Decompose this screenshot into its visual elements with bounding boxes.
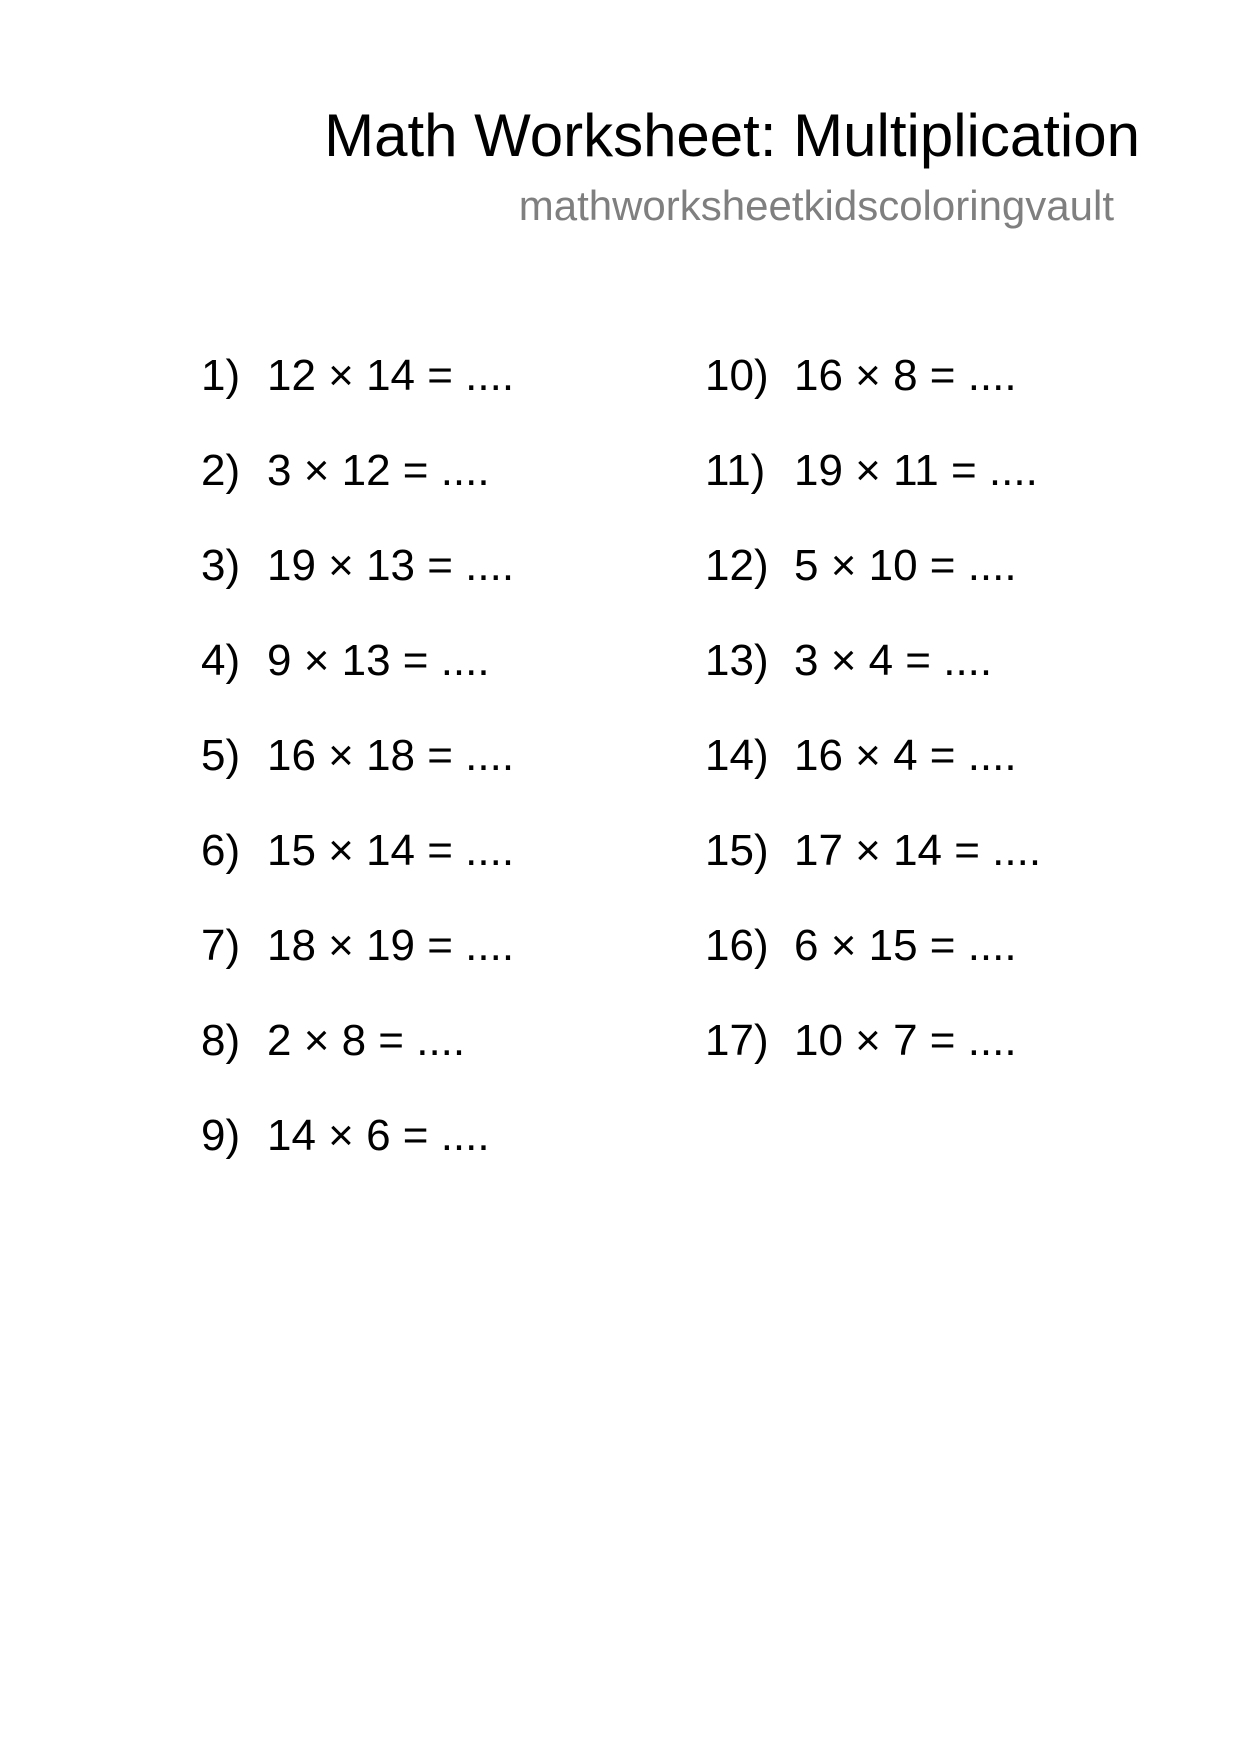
problem-expression: 9 × 13 = .... — [267, 636, 490, 685]
problem-number: 6) — [201, 826, 241, 875]
problem-12 — [705, 541, 1240, 636]
problem-5 — [201, 731, 741, 826]
problem-number: 1) — [201, 351, 241, 400]
problem-expression: 19 × 11 = .... — [794, 446, 1038, 495]
problem-13 — [705, 636, 1240, 731]
problem-number: 15) — [705, 826, 769, 875]
problem-expression: 14 × 6 = .... — [267, 1111, 490, 1160]
problem-number: 13) — [705, 636, 769, 685]
problem-expression: 16 × 4 = .... — [794, 731, 1017, 780]
problem-number: 14) — [705, 731, 769, 780]
problem-9 — [201, 1111, 741, 1206]
problem-number: 12) — [705, 541, 769, 590]
problem-expression: 3 × 4 = .... — [794, 636, 993, 685]
problem-2 — [201, 446, 741, 541]
problem-8 — [201, 1016, 741, 1111]
problem-16 — [705, 921, 1240, 1016]
problem-7 — [201, 921, 741, 1016]
problem-number: 2) — [201, 446, 241, 495]
problem-expression: 16 × 8 = .... — [794, 351, 1017, 400]
problem-3 — [201, 541, 741, 636]
problem-column-right — [705, 351, 1240, 1111]
problem-number: 7) — [201, 921, 241, 970]
worksheet-subtitle: mathworksheetkidscoloringvault — [518, 182, 1114, 229]
problem-number: 3) — [201, 541, 241, 590]
problem-number: 4) — [201, 636, 241, 685]
problem-number: 11) — [705, 446, 766, 495]
problem-expression: 19 × 13 = .... — [267, 541, 515, 590]
problem-11 — [705, 446, 1240, 541]
problem-expression: 15 × 14 = .... — [267, 826, 515, 875]
problem-column-left — [201, 351, 741, 1206]
problem-expression: 3 × 12 = .... — [267, 446, 490, 495]
problem-6 — [201, 826, 741, 921]
problem-number: 17) — [705, 1016, 769, 1065]
problem-number: 10) — [705, 351, 769, 400]
problem-number: 8) — [201, 1016, 241, 1065]
problem-10 — [705, 351, 1240, 446]
problem-expression: 2 × 8 = .... — [267, 1016, 466, 1065]
problem-expression: 18 × 19 = .... — [267, 921, 515, 970]
problem-17 — [705, 1016, 1240, 1111]
problem-4 — [201, 636, 741, 731]
problem-14 — [705, 731, 1240, 826]
problem-number: 9) — [201, 1111, 241, 1160]
problem-number: 5) — [201, 731, 241, 780]
problem-1 — [201, 351, 741, 446]
problem-expression: 17 × 14 = .... — [794, 826, 1042, 875]
problem-expression: 12 × 14 = .... — [267, 351, 515, 400]
problem-expression: 5 × 10 = .... — [794, 541, 1017, 590]
problem-expression: 10 × 7 = .... — [794, 1016, 1017, 1065]
problem-expression: 16 × 18 = .... — [267, 731, 515, 780]
problem-number: 16) — [705, 921, 769, 970]
worksheet-title: Math Worksheet: Multiplication — [324, 102, 1140, 169]
problem-15 — [705, 826, 1240, 921]
problem-expression: 6 × 15 = .... — [794, 921, 1017, 970]
